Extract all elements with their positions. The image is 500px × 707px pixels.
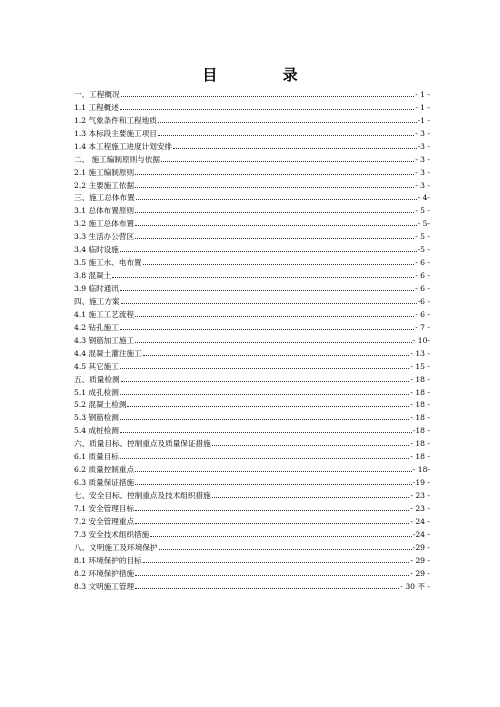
toc-entry[interactable]: [74, 397, 430, 410]
toc-entry[interactable]: [74, 552, 430, 565]
toc-entry[interactable]: [74, 461, 430, 474]
dot-leader: [120, 419, 410, 420]
toc-entry-page-number: - 1 -: [415, 102, 430, 112]
toc-entry-page-number: -3 -: [417, 141, 430, 151]
toc-entry-label: 6.3 质量保证措施: [74, 478, 135, 488]
toc-entry[interactable]: [74, 280, 430, 293]
toc-entry-label: 3.9 临时通讯: [74, 284, 119, 293]
toc-entry-label: 1.4 本工程施工进度计划安排: [74, 141, 173, 151]
dot-leader: [135, 523, 409, 524]
toc-entry-label: 7.1 安全管理目标: [74, 503, 135, 513]
dot-leader: [135, 174, 414, 175]
toc-entry-page-number: - 6 -: [415, 271, 430, 281]
toc-entry-label: 4.5 其它施工: [74, 361, 119, 371]
toc-entry-page-number: - 18 -: [410, 413, 430, 423]
toc-entry-page-number: - 1 -: [415, 89, 430, 99]
dot-leader: [173, 148, 417, 149]
toc-entry[interactable]: [74, 228, 430, 241]
toc-entry-label: 二、 施工编制原则与依据: [74, 154, 160, 164]
toc-entry-label: 4.1 施工工艺流程: [74, 309, 135, 319]
toc-entry[interactable]: [74, 565, 430, 578]
toc-entry-label: 3.8 混凝土: [74, 271, 112, 281]
toc-entry[interactable]: [74, 151, 430, 164]
toc-entry[interactable]: [74, 474, 430, 487]
toc-entry-page-number: - 29 -: [410, 568, 430, 578]
toc-entry-label: 3.4 临时设施: [74, 245, 119, 255]
toc-entry[interactable]: [74, 539, 430, 552]
toc-entry-page-number: - 6 -: [415, 309, 430, 319]
toc-entry-page-number: - 5 -: [415, 206, 430, 216]
toc-entry[interactable]: [74, 358, 430, 371]
toc-entry[interactable]: [74, 99, 430, 112]
toc-entry-page-number: - 13 -: [410, 348, 430, 358]
toc-entry[interactable]: [74, 86, 430, 99]
toc-entry[interactable]: [74, 125, 430, 138]
toc-entry[interactable]: [74, 319, 430, 332]
toc-entry-label: 5.1 成孔检测: [74, 387, 119, 397]
dot-leader: [121, 96, 415, 97]
toc-entry[interactable]: [74, 500, 430, 513]
toc-entry-label: 七、安全目标、控制重点及技术组织措施: [74, 491, 211, 500]
toc-entry[interactable]: [74, 254, 430, 267]
toc-entry-page-number: - 18-: [412, 465, 430, 475]
toc-entry-label: 2.1 施工编制原则: [74, 167, 135, 177]
toc-entry-page-number: -29 -: [412, 542, 430, 552]
toc-entry-label: 7.2 安全管理重点: [74, 516, 135, 526]
toc-entry-page-number: - 18 -: [410, 439, 430, 449]
table-of-contents: [74, 86, 430, 591]
dot-leader: [120, 432, 412, 433]
dot-leader: [150, 536, 412, 537]
dot-leader: [158, 135, 414, 136]
toc-entry-page-number: -19 -: [412, 478, 430, 488]
dot-leader: [112, 277, 414, 278]
dot-leader: [212, 445, 410, 446]
toc-entry-label: 三、施工总体布置: [74, 193, 135, 203]
dot-leader: [120, 394, 410, 395]
toc-entry[interactable]: [74, 164, 430, 177]
dot-leader: [135, 238, 414, 239]
toc-entry-page-number: - 23 -: [410, 491, 430, 500]
toc-entry[interactable]: [74, 526, 430, 539]
dot-leader: [143, 264, 415, 265]
dot-leader: [135, 510, 409, 511]
toc-entry-page-number: - 29 -: [410, 555, 430, 565]
toc-entry-label: 八、文明施工及环境保护: [74, 542, 158, 552]
toc-entry-page-number: - 5 -: [415, 232, 430, 242]
dot-leader: [135, 484, 412, 485]
toc-entry-label: 五、质量检测: [74, 374, 120, 384]
toc-entry-page-number: - 18 -: [410, 452, 430, 462]
toc-entry-label: 3.2 施工总体布置: [74, 219, 135, 229]
toc-entry-label: 一、工程概况: [74, 89, 120, 99]
dot-leader: [158, 122, 417, 123]
toc-entry-label: 六、质量目标、控制重点及质量保证措施: [74, 439, 211, 449]
dot-leader: [121, 381, 410, 382]
toc-entry[interactable]: [74, 202, 430, 215]
dot-leader: [120, 329, 414, 330]
toc-entry-page-number: - 18 -: [410, 387, 430, 397]
dot-leader: [161, 161, 414, 162]
toc-entry-page-number: -24 -: [412, 529, 430, 539]
toc-entry[interactable]: [74, 293, 430, 306]
dot-leader: [135, 187, 414, 188]
dot-leader: [136, 199, 417, 200]
toc-entry-label: 8.1 环境保护的目标: [74, 555, 142, 565]
toc-entry-label: 3.5 施工水、电布置: [74, 258, 142, 268]
toc-entry[interactable]: [74, 487, 430, 500]
page-title: 目 录: [202, 66, 328, 84]
toc-entry[interactable]: [74, 448, 430, 461]
toc-entry[interactable]: [74, 267, 430, 280]
toc-entry-page-number: - 3 -: [415, 180, 430, 190]
toc-entry-label: 4.3 钢筋加工施工: [74, 335, 135, 345]
toc-entry-label: 1.1 工程概述: [74, 102, 119, 112]
dot-leader: [135, 575, 409, 576]
dot-leader: [121, 303, 417, 304]
toc-entry-page-number: - 10-: [412, 335, 430, 345]
toc-entry[interactable]: [74, 215, 430, 228]
toc-entry-page-number: - 5-: [417, 219, 430, 229]
toc-entry-label: 四、施工方案: [74, 296, 120, 306]
toc-entry[interactable]: [74, 578, 430, 591]
toc-entry-label: 5.2 混凝土检测: [74, 400, 127, 410]
toc-entry-label: 1.3 本标段主要施工项目: [74, 128, 157, 138]
toc-entry-label: 8.2 环境保护措施: [74, 568, 135, 578]
toc-entry-label: 6.1 质量目标: [74, 452, 119, 462]
toc-entry[interactable]: [74, 241, 430, 254]
toc-entry-page-number: - 30 不 -: [400, 581, 430, 591]
toc-entry-label: 5.3 钢筋检测: [74, 413, 119, 423]
dot-leader: [120, 458, 410, 459]
toc-entry[interactable]: [74, 306, 430, 319]
toc-entry-page-number: -1 -: [417, 115, 430, 125]
toc-entry-label: 3.1 总体布置原则: [74, 206, 135, 216]
toc-entry-page-number: - 24 -: [410, 516, 430, 526]
toc-entry-page-number: - 18 -: [410, 374, 430, 384]
toc-entry[interactable]: [74, 190, 430, 203]
toc-entry-page-number: - 3 -: [415, 154, 430, 164]
toc-entry-page-number: - 6 -: [415, 258, 430, 268]
toc-entry-page-number: - 4-: [417, 193, 430, 203]
dot-leader: [212, 497, 410, 498]
toc-entry[interactable]: [74, 422, 430, 435]
toc-entry-label: 4.2 钻孔施工: [74, 322, 119, 332]
toc-entry[interactable]: [74, 138, 430, 151]
dot-leader: [120, 109, 414, 110]
toc-entry-page-number: - 3 -: [415, 128, 430, 138]
dot-leader: [135, 212, 414, 213]
toc-entry-label: 1.2 气象条件和工程地质: [74, 115, 157, 125]
toc-entry-page-number: - 23 -: [410, 503, 430, 513]
dot-leader: [135, 316, 414, 317]
toc-entry[interactable]: [74, 513, 430, 526]
toc-entry[interactable]: [74, 332, 430, 345]
toc-entry-page-number: - 15 -: [410, 361, 430, 371]
toc-entry-page-number: - 7 -: [415, 322, 430, 332]
toc-entry-label: 4.4 混凝土灌注施工: [74, 348, 142, 358]
toc-entry-page-number: -18 -: [412, 426, 430, 436]
toc-entry-page-number: - 3 -: [415, 167, 430, 177]
toc-entry[interactable]: [74, 409, 430, 422]
toc-entry-label: 7.3 安全技术组织措施: [74, 529, 150, 539]
toc-entry[interactable]: [74, 112, 430, 125]
dot-leader: [135, 471, 412, 472]
toc-entry-label: 5.4 成桩检测: [74, 426, 119, 436]
dot-leader: [135, 225, 417, 226]
toc-entry-label: 2.2 主要施工依据: [74, 180, 135, 190]
toc-entry[interactable]: [74, 384, 430, 397]
toc-entry-page-number: -6 -: [417, 296, 430, 306]
dot-leader: [120, 251, 417, 252]
toc-entry[interactable]: [74, 345, 430, 358]
dot-leader: [127, 406, 409, 407]
toc-entry-page-number: - 6 -: [415, 284, 430, 293]
dot-leader: [135, 588, 399, 589]
dot-leader: [159, 549, 412, 550]
toc-entry[interactable]: [74, 371, 430, 384]
toc-entry-label: 3.3 生活办公营区: [74, 232, 135, 242]
toc-entry-label: 8.3 文明施工管理: [74, 581, 135, 591]
dot-leader: [135, 342, 412, 343]
toc-entry-page-number: - 18 -: [410, 400, 430, 410]
toc-entry-label: 6.2 质量控制重点: [74, 465, 135, 475]
dot-leader: [143, 562, 410, 563]
dot-leader: [120, 290, 414, 291]
dot-leader: [143, 355, 410, 356]
toc-entry[interactable]: [74, 177, 430, 190]
toc-entry[interactable]: [74, 435, 430, 448]
toc-entry-page-number: -5 -: [417, 245, 430, 255]
dot-leader: [120, 368, 410, 369]
